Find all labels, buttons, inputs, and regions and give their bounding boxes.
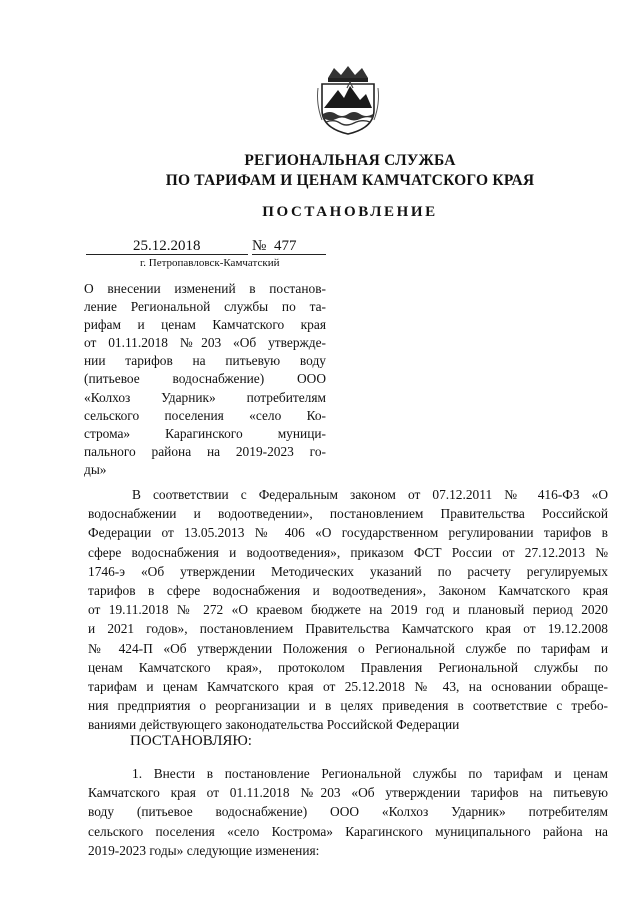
- document-number: 477: [274, 238, 297, 254]
- subject-line: сельского поселения «село Ко-: [84, 407, 326, 423]
- document-subject: [84, 280, 326, 479]
- preamble-paragraph: [88, 485, 608, 735]
- subject-line: строма» Карагинского муници-: [84, 425, 326, 441]
- paragraph-line: тарифов в сфере водоснабжения и водоотведения», Законом Камчатского края: [88, 583, 608, 599]
- paragraph-line: В соответствии с Федеральным законом от 07.12.2011 № 416-ФЗ «О: [132, 487, 608, 502]
- paragraph-line: 1746-э «Об утверждении Методических указаний по расчету регулируемых: [88, 563, 608, 579]
- paragraph-line: и 2021 годов», постановлением Правительства Камчатского края от 19.12.2008: [88, 621, 608, 637]
- subject-line: нии тарифов на питьевую воду: [84, 353, 326, 369]
- resolution-item-1: [88, 764, 608, 860]
- paragraph-line: воду (питьевое водоснабжение) ООО «Колхоз Ударник» потребителям: [88, 804, 608, 820]
- city-label: г. Петропавловск-Камчатский: [140, 257, 280, 269]
- subject-line: пального района на 2019-2023 го-: [84, 443, 326, 459]
- paragraph-line: Камчатского края от 01.11.2018 №203 «Об утверждении тарифов на питьевую: [88, 785, 608, 801]
- paragraph-line: тарифам и ценам Камчатского края от 25.12.2018 № 43, на основании обраще-: [88, 679, 608, 695]
- paragraph-line: Федерации от 13.05.2013 № 406 «О государственном регулировании тарифов в: [88, 525, 608, 541]
- document-type: ПОСТАНОВЛЕНИЕ: [262, 204, 438, 220]
- subject-line: «Колхоз Ударник» потребителям: [84, 389, 326, 405]
- paragraph-line: ния предприятия о реорганизации и в целях приведения в соответствие с требо-: [88, 698, 608, 714]
- subject-line: (питьевое водоснабжение) ООО: [84, 371, 326, 387]
- subject-line: рифам и ценам Камчатского края: [84, 317, 326, 333]
- paragraph-line: водоснабжении и водоотведении», постановлением Правительства Российской: [88, 506, 608, 522]
- kamchatka-coat-of-arms-icon: [314, 64, 382, 136]
- paragraph-line: от 19.11.2018 № 272 «О краевом бюджете на 2019 год и плановый период 2020: [88, 602, 608, 618]
- subject-line: ды»: [84, 461, 107, 477]
- paragraph-line: сельского поселения «село Кострома» Карагинского муниципального района на: [88, 823, 608, 839]
- agency-name-line2: ПО ТАРИФАМ И ЦЕНАМ КАМЧАТСКОГО КРАЯ: [165, 172, 535, 189]
- agency-name-line1: РЕГИОНАЛЬНАЯ СЛУЖБА: [244, 152, 456, 169]
- subject-line: ление Региональной службы по та-: [84, 299, 326, 315]
- subject-line: О внесении изменений в постанов-: [84, 281, 326, 296]
- paragraph-line: № 424-П «Об утверждении Положения о Региональной службе по тарифам и: [88, 640, 608, 656]
- paragraph-line: ценам Камчатского края», протоколом Правления Региональной службы по: [88, 659, 608, 675]
- paragraph-line: сфере водоснабжения и водоотведения», приказом ФСТ России от 27.12.2013 №: [88, 544, 608, 560]
- document-date: 25.12.2018: [133, 238, 201, 254]
- paragraph-line: ваниями действующего законодательства Российской Федерации: [88, 717, 460, 733]
- paragraph-line: 2019-2023 годы» следующие изменения:: [88, 842, 320, 858]
- number-sign: №: [252, 238, 267, 254]
- resolve-heading: ПОСТАНОВЛЯЮ:: [130, 733, 252, 749]
- paragraph-line: 1. Внести в постановление Региональной службы по тарифам и ценам: [132, 766, 608, 781]
- subject-line: от 01.11.2018 №203 «Об утвержде-: [84, 335, 326, 351]
